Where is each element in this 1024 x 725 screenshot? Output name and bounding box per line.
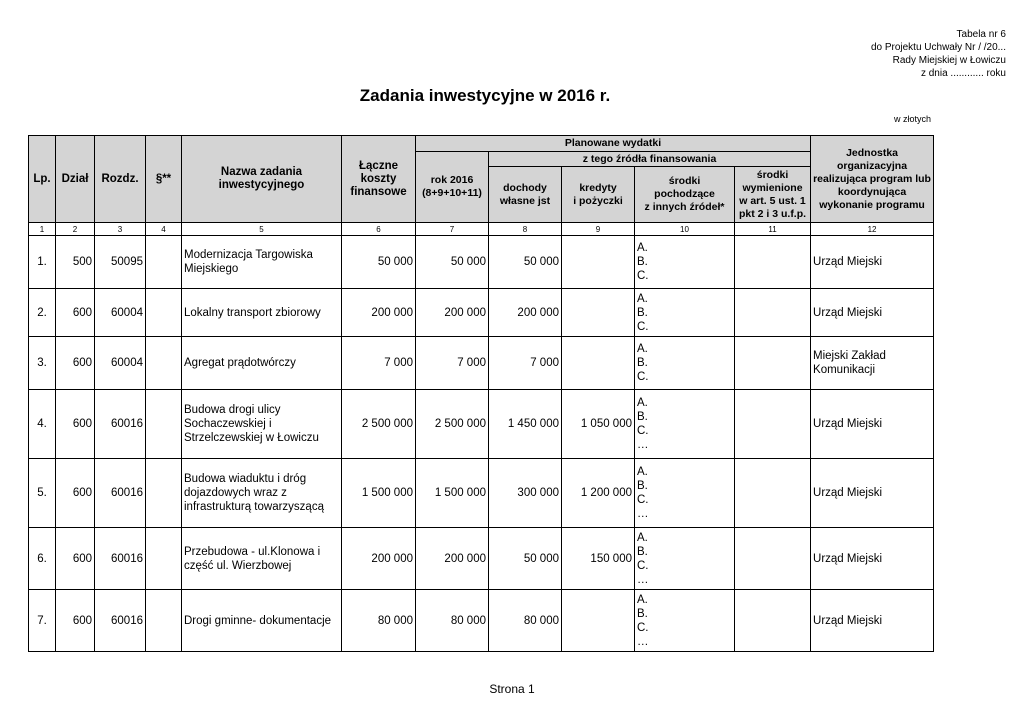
cell-loans bbox=[562, 236, 635, 289]
cell-rozdz: 60016 bbox=[95, 459, 146, 528]
source-c: C. bbox=[637, 621, 649, 634]
cell-task-name bbox=[182, 289, 342, 337]
header-art5-line4: pkt 2 i 3 u.f.p. bbox=[738, 207, 807, 220]
table-row bbox=[29, 390, 934, 459]
cell-unit bbox=[811, 459, 934, 528]
col-number: 4 bbox=[146, 223, 182, 236]
cell-dzial: 600 bbox=[56, 289, 95, 337]
source-a: A. bbox=[637, 593, 648, 606]
task-name-line: Agregat prądotwórczy bbox=[184, 357, 296, 369]
header-art5-line2: wymienione bbox=[742, 181, 803, 194]
header-unit-line4: koordynująca bbox=[837, 185, 907, 198]
source-b: B. bbox=[637, 256, 648, 268]
page-title: Zadania inwestycyjne w 2016 r. bbox=[359, 86, 611, 105]
source-a: A. bbox=[637, 531, 648, 544]
header-other-sources bbox=[635, 167, 735, 223]
header-task-name-line1: Nazwa zadania bbox=[220, 166, 303, 178]
cell-unit bbox=[811, 390, 934, 459]
source-b: B. bbox=[637, 607, 648, 620]
cell-dzial: 600 bbox=[56, 590, 95, 652]
header-funding-sources: z tego źródła finansowania bbox=[489, 152, 811, 167]
source-c: C. bbox=[637, 270, 649, 282]
header-own-income bbox=[489, 167, 562, 223]
header-art5-line3: w art. 5 ust. 1 bbox=[739, 194, 806, 207]
header-total-line3: finansowe bbox=[350, 185, 407, 198]
source-c: C. bbox=[637, 494, 649, 506]
currency-unit: w złotych bbox=[893, 114, 931, 124]
source-c: C. bbox=[637, 371, 649, 383]
cell-rozdz: 60004 bbox=[95, 337, 146, 390]
cell-year-2016: 1 500 000 bbox=[416, 459, 489, 528]
unit-line: Komunikacji bbox=[813, 364, 876, 376]
council-name: Rady Miejskiej w Łowiczu bbox=[892, 55, 1006, 66]
cell-rozdz: 60016 bbox=[95, 590, 146, 652]
cell-lp: 7. bbox=[29, 590, 56, 652]
unit-line: Urząd Miejski bbox=[813, 487, 883, 499]
resolution-reference: do Projektu Uchwały Nr / /20... bbox=[870, 42, 1006, 53]
cell-art5-funds bbox=[735, 590, 811, 652]
unit-line: Urząd Miejski bbox=[813, 306, 883, 319]
cell-paragraf bbox=[146, 289, 182, 337]
header-total-line1: Łączne bbox=[359, 159, 398, 172]
header-total-line2: koszty bbox=[360, 172, 397, 185]
header-task-name bbox=[182, 136, 342, 223]
cell-lp: 2. bbox=[29, 289, 56, 337]
cell-lp: 5. bbox=[29, 459, 56, 528]
header-unit bbox=[811, 136, 934, 223]
cell-dzial: 600 bbox=[56, 390, 95, 459]
task-name-line: Przebudowa - ul.Klonowa i bbox=[184, 545, 321, 558]
source-b: B. bbox=[637, 357, 648, 369]
header-other-sources-line2: z innych źródeł* bbox=[644, 201, 725, 213]
header-paragraf: §** bbox=[146, 136, 182, 223]
cell-task-name bbox=[182, 390, 342, 459]
cell-own-income: 1 450 000 bbox=[489, 390, 562, 459]
cell-dzial: 600 bbox=[56, 459, 95, 528]
cell-paragraf bbox=[146, 528, 182, 590]
cell-total-costs: 80 000 bbox=[342, 590, 416, 652]
source-more: … bbox=[637, 508, 649, 520]
cell-own-income: 50 000 bbox=[489, 236, 562, 289]
col-number: 2 bbox=[56, 223, 95, 236]
cell-unit bbox=[811, 528, 934, 590]
cell-paragraf bbox=[146, 337, 182, 390]
table-number: Tabela nr 6 bbox=[956, 29, 1006, 40]
cell-year-2016: 7 000 bbox=[416, 337, 489, 390]
header-own-income-line1: dochody bbox=[503, 181, 547, 194]
cell-loans bbox=[562, 337, 635, 390]
source-more: … bbox=[637, 439, 649, 451]
header-art5-line1: środki bbox=[756, 168, 789, 181]
col-number: 12 bbox=[811, 223, 934, 236]
cell-dzial: 500 bbox=[56, 236, 95, 289]
header-year-line2: (8+9+10+11) bbox=[422, 187, 482, 199]
cell-own-income: 7 000 bbox=[489, 337, 562, 390]
header-task-name-line2: inwestycyjnego bbox=[218, 179, 305, 191]
source-b: B. bbox=[637, 411, 648, 423]
cell-rozdz: 50095 bbox=[95, 236, 146, 289]
task-name-line: Budowa wiaduktu i dróg bbox=[184, 473, 307, 485]
header-year-line1: rok 2016 bbox=[430, 174, 474, 186]
cell-paragraf bbox=[146, 236, 182, 289]
header-loans bbox=[562, 167, 635, 223]
cell-paragraf bbox=[146, 459, 182, 528]
cell-other-sources bbox=[635, 459, 735, 528]
cell-lp: 6. bbox=[29, 528, 56, 590]
cell-year-2016: 200 000 bbox=[416, 528, 489, 590]
task-name-line: Budowa drogi ulicy bbox=[184, 404, 281, 416]
cell-art5-funds bbox=[735, 337, 811, 390]
cell-lp: 1. bbox=[29, 236, 56, 289]
cell-unit bbox=[811, 236, 934, 289]
header-total-costs bbox=[342, 136, 416, 223]
table-row bbox=[29, 590, 934, 652]
cell-own-income: 80 000 bbox=[489, 590, 562, 652]
header-planned-expenses: Planowane wydatki bbox=[416, 136, 811, 152]
cell-lp: 4. bbox=[29, 390, 56, 459]
header-year-2016 bbox=[416, 152, 489, 223]
cell-task-name bbox=[182, 236, 342, 289]
col-number: 10 bbox=[635, 223, 735, 236]
source-a: A. bbox=[637, 242, 648, 254]
task-name-line: dojazdowych wraz z bbox=[184, 487, 287, 499]
header-lp: Lp. bbox=[29, 136, 56, 223]
source-a: A. bbox=[637, 466, 648, 478]
unit-line: Urząd Miejski bbox=[813, 256, 883, 268]
source-c: C. bbox=[637, 320, 649, 333]
table-row bbox=[29, 236, 934, 289]
col-number: 7 bbox=[416, 223, 489, 236]
unit-line: Urząd Miejski bbox=[813, 614, 883, 627]
source-c: C. bbox=[637, 425, 649, 437]
cell-other-sources bbox=[635, 289, 735, 337]
task-name-line: część ul. Wierzbowej bbox=[184, 559, 292, 572]
col-number: 6 bbox=[342, 223, 416, 236]
page-footer: Strona 1 bbox=[489, 682, 535, 696]
task-name-line: Miejskiego bbox=[184, 263, 239, 275]
cell-total-costs: 200 000 bbox=[342, 289, 416, 337]
cell-other-sources bbox=[635, 528, 735, 590]
header-own-income-line2: własne jst bbox=[499, 194, 551, 207]
header-rozdzial: Rozdz. bbox=[95, 136, 146, 223]
cell-other-sources bbox=[635, 390, 735, 459]
cell-art5-funds bbox=[735, 236, 811, 289]
header-unit-line3: realizująca program lub bbox=[813, 172, 931, 185]
cell-unit bbox=[811, 337, 934, 390]
cell-loans bbox=[562, 590, 635, 652]
cell-art5-funds bbox=[735, 289, 811, 337]
cell-own-income: 200 000 bbox=[489, 289, 562, 337]
task-name-line: Strzelczewskiej w Łowiczu bbox=[184, 432, 319, 444]
cell-year-2016: 200 000 bbox=[416, 289, 489, 337]
cell-loans: 1 200 000 bbox=[562, 459, 635, 528]
header-other-sources-line1: środki pochodzące bbox=[654, 175, 715, 200]
cell-unit bbox=[811, 289, 934, 337]
cell-rozdz: 60016 bbox=[95, 528, 146, 590]
unit-line: Urząd Miejski bbox=[813, 552, 883, 565]
cell-total-costs: 50 000 bbox=[342, 236, 416, 289]
investment-tasks-table bbox=[28, 135, 934, 652]
source-b: B. bbox=[637, 306, 648, 319]
col-number: 8 bbox=[489, 223, 562, 236]
task-name-line: Drogi gminne- dokumentacje bbox=[184, 614, 332, 627]
header-unit-line5: wykonanie programu bbox=[819, 198, 925, 211]
col-number: 9 bbox=[562, 223, 635, 236]
cell-task-name bbox=[182, 590, 342, 652]
cell-other-sources bbox=[635, 337, 735, 390]
unit-line: Urząd Miejski bbox=[813, 418, 883, 430]
cell-task-name bbox=[182, 459, 342, 528]
source-a: A. bbox=[637, 397, 648, 409]
cell-task-name bbox=[182, 337, 342, 390]
cell-total-costs: 7 000 bbox=[342, 337, 416, 390]
col-number: 3 bbox=[95, 223, 146, 236]
cell-task-name bbox=[182, 528, 342, 590]
cell-other-sources bbox=[635, 590, 735, 652]
cell-rozdz: 60004 bbox=[95, 289, 146, 337]
source-c: C. bbox=[637, 559, 649, 572]
unit-line: Miejski Zakład bbox=[813, 350, 886, 362]
source-a: A. bbox=[637, 343, 648, 355]
source-b: B. bbox=[637, 545, 648, 558]
cell-own-income: 50 000 bbox=[489, 528, 562, 590]
cell-lp: 3. bbox=[29, 337, 56, 390]
cell-dzial: 600 bbox=[56, 337, 95, 390]
col-number: 1 bbox=[29, 223, 56, 236]
cell-paragraf bbox=[146, 390, 182, 459]
cell-art5-funds bbox=[735, 459, 811, 528]
task-name-line: infrastrukturą towarzyszącą bbox=[184, 501, 324, 513]
cell-art5-funds bbox=[735, 528, 811, 590]
cell-rozdz: 60016 bbox=[95, 390, 146, 459]
source-a: A. bbox=[637, 292, 648, 305]
cell-total-costs: 2 500 000 bbox=[342, 390, 416, 459]
cell-dzial: 600 bbox=[56, 528, 95, 590]
header-loans-line2: i pożyczki bbox=[573, 194, 623, 207]
table-row bbox=[29, 337, 934, 390]
document-reference-header bbox=[871, 28, 1006, 80]
cell-total-costs: 1 500 000 bbox=[342, 459, 416, 528]
cell-unit bbox=[811, 590, 934, 652]
source-more: … bbox=[637, 573, 649, 586]
date-line: z dnia ............ roku bbox=[920, 68, 1006, 79]
cell-year-2016: 50 000 bbox=[416, 236, 489, 289]
task-name-line: Sochaczewskiej i bbox=[184, 418, 272, 430]
cell-loans bbox=[562, 289, 635, 337]
cell-year-2016: 2 500 000 bbox=[416, 390, 489, 459]
header-unit-line1: Jednostka bbox=[846, 146, 898, 159]
source-more: … bbox=[637, 635, 649, 648]
cell-paragraf bbox=[146, 590, 182, 652]
cell-loans: 150 000 bbox=[562, 528, 635, 590]
table-row bbox=[29, 289, 934, 337]
header-art5-funds bbox=[735, 167, 811, 223]
table-row bbox=[29, 459, 934, 528]
cell-loans: 1 050 000 bbox=[562, 390, 635, 459]
cell-year-2016: 80 000 bbox=[416, 590, 489, 652]
source-b: B. bbox=[637, 480, 648, 492]
cell-own-income: 300 000 bbox=[489, 459, 562, 528]
cell-total-costs: 200 000 bbox=[342, 528, 416, 590]
task-name-line: Lokalny transport zbiorowy bbox=[184, 306, 321, 319]
task-name-line: Modernizacja Targowiska bbox=[184, 249, 313, 261]
cell-other-sources bbox=[635, 236, 735, 289]
table-row bbox=[29, 528, 934, 590]
header-loans-line1: kredyty bbox=[579, 181, 617, 194]
header-dzial: Dział bbox=[56, 136, 95, 223]
header-unit-line2: organizacyjna bbox=[837, 159, 908, 172]
col-number: 5 bbox=[182, 223, 342, 236]
cell-art5-funds bbox=[735, 390, 811, 459]
col-number: 11 bbox=[735, 223, 811, 236]
column-number-row bbox=[29, 223, 934, 236]
